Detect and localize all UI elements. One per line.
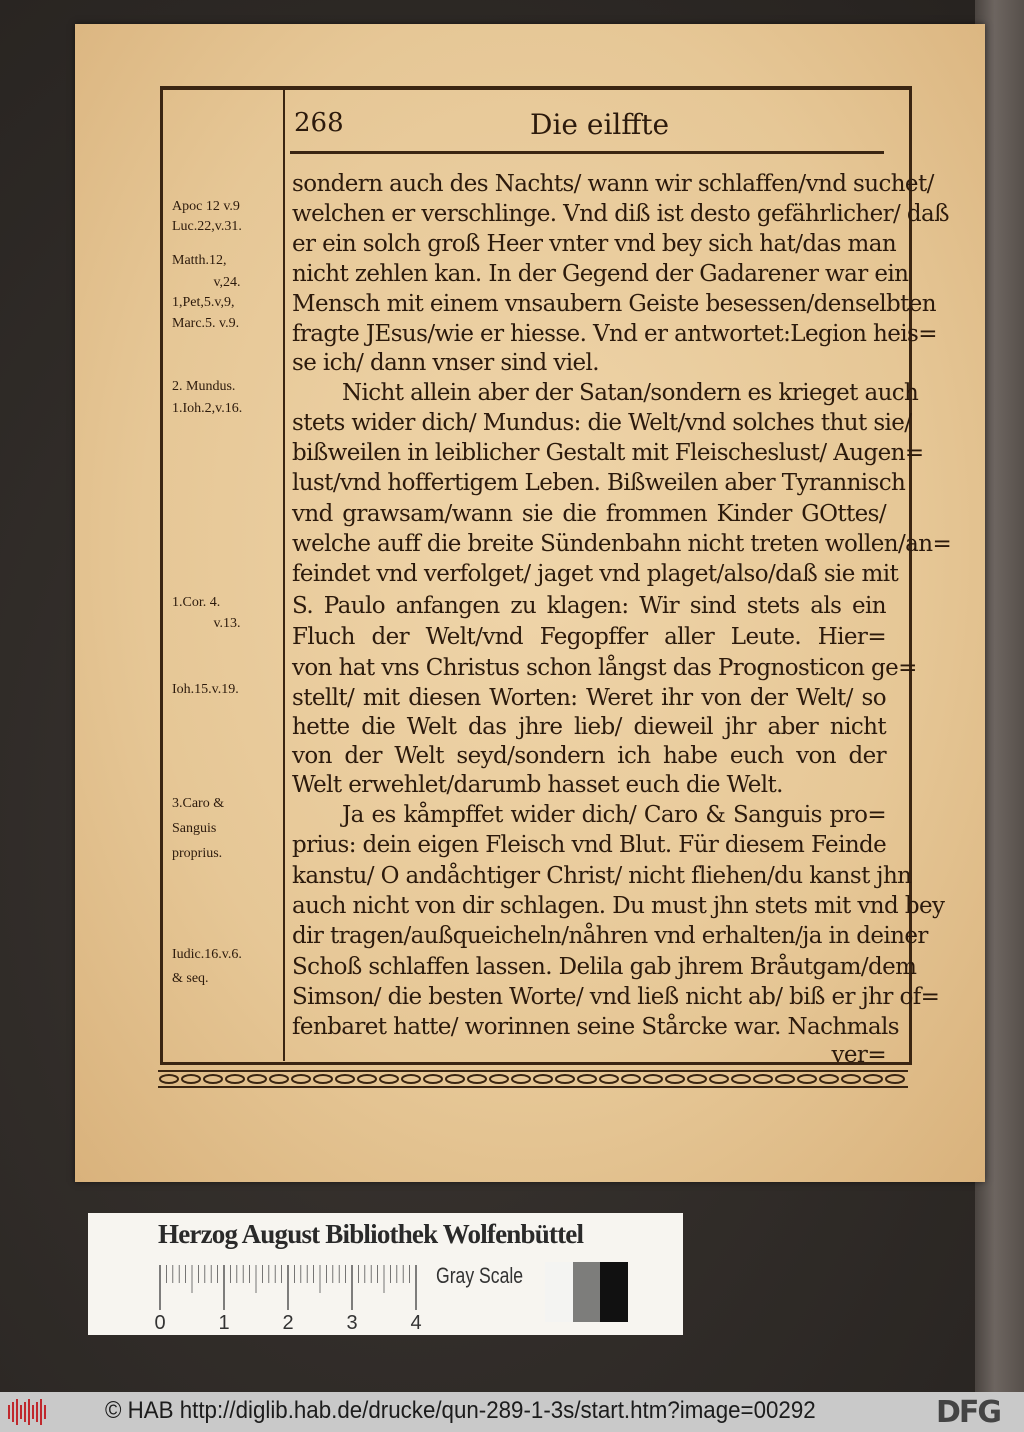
ornament-link [336,1075,354,1083]
text-line: auch nicht von dir schlagen. Du must jhn stets mit vnd bey [292,893,945,919]
ornament-link [644,1075,662,1083]
margin-note: Iudic.16.v.6. [172,947,242,962]
ornament-link [204,1075,222,1083]
text-line: von der Welt seyd/sondern ich habe euch von der [292,743,886,769]
ornament-link [842,1075,860,1083]
text-line: welchen er verschlinge. Vnd diß ist desto gefährlicher/ daß [292,201,949,227]
text-line: feindet vnd verfolget/ jaget vnd plaget/also/daß sie mit [292,561,899,587]
text-line: stets wider dich/ Mundus: die Welt/vnd solches thut sie/ [292,410,912,436]
margin-note: v.13. [213,616,241,631]
text-line: stellt/ mit diesen Worten: Weret ihr von der Welt/ so [292,685,886,711]
margin-note: v,24. [213,275,241,290]
scale-ruler [154,1263,428,1334]
ornament-link [534,1075,552,1083]
gray-scale-label: Gray Scale [436,1263,524,1288]
margin-note: Sanguis [172,821,217,836]
text-line: fenbaret hatte/ worinnen seine Stårcke war. Nachmals [292,1014,899,1040]
ornament-link [468,1075,486,1083]
margin-note: 1,Pet,5.v,9, [172,295,235,310]
dfg-logo: DFG [936,1395,1001,1430]
ornament-link [446,1075,464,1083]
text-line: se ich/ dann vnser sind viel. [292,350,599,376]
library-name: Herzog August Bibliothek Wolfenbüttel [158,1219,584,1249]
margin-note: Luc.22,v.31. [172,219,242,234]
margin-note: Matth.12, [172,253,227,268]
text-line: Ja es kåmpffet wider dich/ Caro & Sanguis pro= [342,802,886,828]
margin-note: proprius. [172,846,223,861]
margin-note: 3.Caro & [172,796,225,811]
margin-note: 2. Mundus. [172,379,236,394]
margin-note: 1.Cor. 4. [172,595,221,610]
ornament-border [158,1068,908,1090]
ruler-number: 4 [410,1312,422,1334]
ornament-link [666,1075,684,1083]
text-line: vnd grawsam/wann sie die frommen Kinder GOttes/ [292,501,886,527]
ruler-number: 1 [218,1312,230,1334]
copyright-link[interactable]: © HAB http://diglib.hab.de/drucke/qun-289-1-3s/start.htm?image=00292 [105,1397,816,1424]
ornament-link [600,1075,618,1083]
hab-logo-icon [6,1396,48,1428]
ornament-link [512,1075,530,1083]
text-line: welche auff die breite Sündenbahn nicht treten wollen/an= [292,531,952,557]
text-line: bißweilen in leiblicher Gestalt mit Fleischeslust/ Augen= [292,440,924,466]
margin-rule [283,86,285,1061]
ornament-link [490,1075,508,1083]
text-line: er ein solch groß Heer vnter vnd bey sich hat/das man [292,231,897,257]
ornament-link [358,1075,376,1083]
ornament-link [556,1075,574,1083]
text-line: nicht zehlen kan. In der Gegend der Gadarener war ein [292,261,909,287]
text-line: Nicht allein aber der Satan/sondern es krieget auch [342,380,919,406]
ruler-number: 2 [282,1312,294,1334]
ornament-link [292,1075,310,1083]
ornament-link [578,1075,596,1083]
text-line: hette die Welt das jhre lieb/ dieweil jhr aber nicht [292,714,886,740]
text-line: dir tragen/außqueicheln/nåhren vnd erhalten/ja in deiner [292,923,928,949]
color-calibration-card [88,1213,683,1335]
margin-note: & seq. [172,971,209,986]
ornament-link [820,1075,838,1083]
ornament-link [160,1075,178,1083]
text-line: von hat vns Christus schon långst das Prognosticon ge= [292,655,917,681]
ornament-link [886,1075,904,1083]
text-line: ver= [831,1042,886,1068]
ornament-link [226,1075,244,1083]
ruler-number: 0 [154,1312,166,1334]
text-line: Mensch mit einem vnsaubern Geiste besessen/denselbten [292,291,936,317]
page-number: 268 [294,108,344,138]
ornament-link [248,1075,266,1083]
ornament-link [776,1075,794,1083]
margin-note: Ioh.15.v.19. [172,682,239,697]
margin-note: 1.Ioh.2,v.16. [172,401,243,416]
ornament-link [688,1075,706,1083]
margin-note: Apoc 12 v.9 [172,199,240,214]
text-line: kanstu/ O andåchtiger Christ/ nicht fliehen/du kanst jhn [292,863,912,889]
footer-bar [0,1392,1024,1432]
text-line: sondern auch des Nachts/ wann wir schlaffen/vnd suchet/ [292,171,934,197]
ornament-link [402,1075,420,1083]
text-line: Schoß schlaffen lassen. Delila gab jhrem Bråutgam/dem [292,954,917,980]
header-rule [290,151,884,154]
ornament-link [182,1075,200,1083]
text-line: prius: dein eigen Fleisch vnd Blut. Für diesem Feinde [292,832,887,858]
ornament-link [710,1075,728,1083]
ornament-link [622,1075,640,1083]
ornament-link [424,1075,442,1083]
text-line: Simson/ die besten Worte/ vnd ließ nicht ab/ biß er jhr of= [292,984,940,1010]
text-line: S. Paulo anfangen zu klagen: Wir sind stets als ein [292,593,886,619]
ornament-link [380,1075,398,1083]
ornament-link [314,1075,332,1083]
margin-note: Marc.5. v.9. [172,316,240,331]
ornament-link [798,1075,816,1083]
ornament-link [864,1075,882,1083]
ornament-link [270,1075,288,1083]
text-line: Fluch der Welt/vnd Fegopffer aller Leute. Hier= [292,624,886,650]
running-head: Die eilffte [530,108,670,141]
ornament-link [754,1075,772,1083]
text-line: fragte JEsus/wie er hiesse. Vnd er antwortet:Legion heis= [292,321,937,347]
text-line: Welt erwehlet/darumb hasset euch die Welt. [292,772,783,798]
text-line: lust/vnd hoffertigem Leben. Bißweilen aber Tyrannisch [292,470,906,496]
ruler-number: 3 [346,1312,358,1334]
gray-scale-chip [545,1262,628,1322]
ornament-link [732,1075,750,1083]
